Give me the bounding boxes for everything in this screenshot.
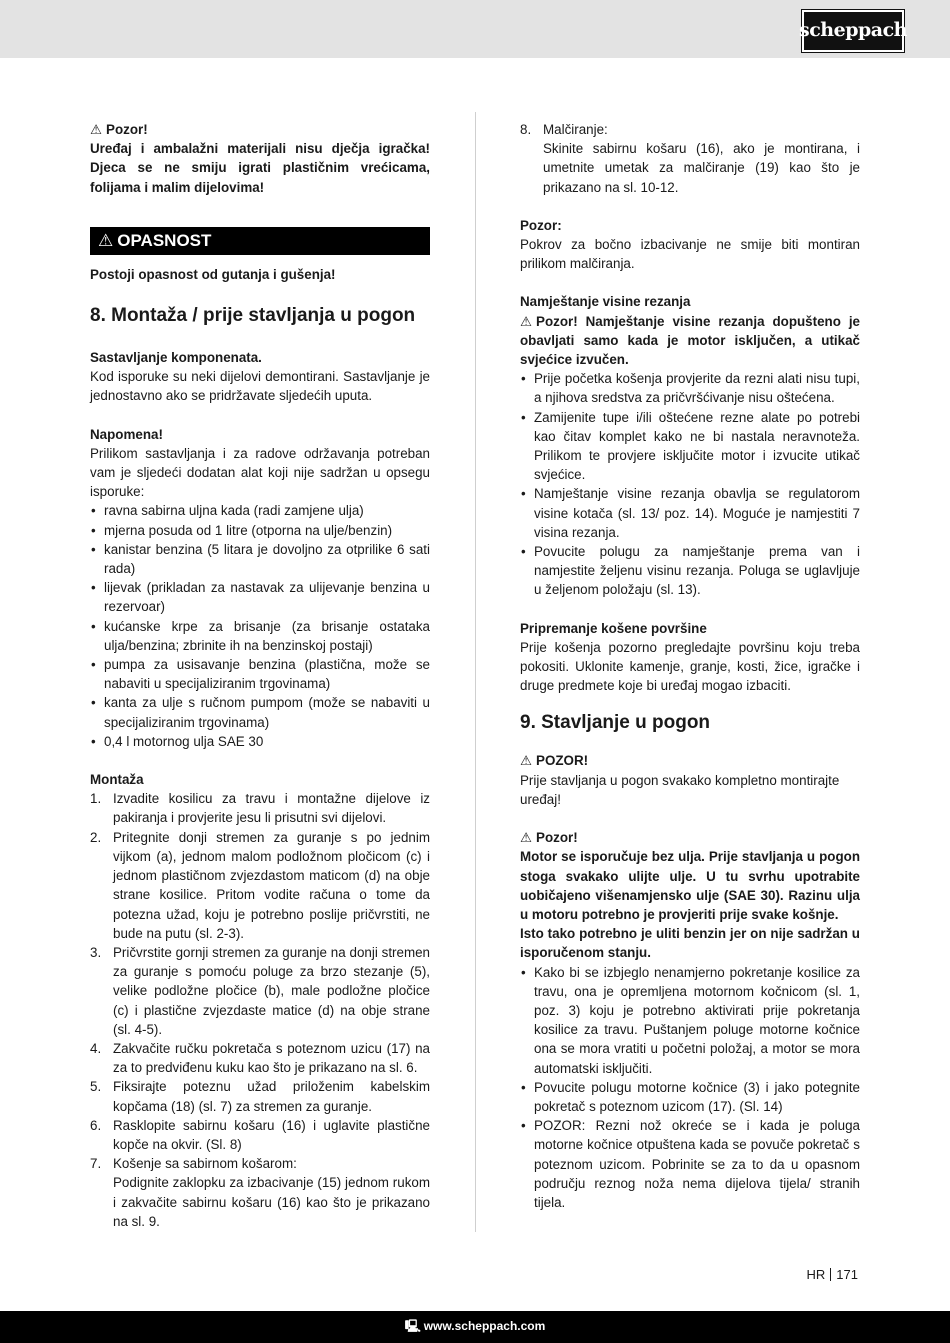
note-text: Prilikom sastavljanja i za radove održavanja potreban vam je sljedeći dodatan alat koji nije sadržan u opsegu isporuke: (90, 445, 430, 500)
list-item: • POZOR: Rezni nož okreće se i kada je poluga motorne kočnice otpuštena kada se povuče pokretač s poteznom uzicom. Pobrinite se za to da u opasnom području reznog noža nema dijelova tijela/ stranih tijela. (520, 1116, 860, 1212)
oil-warning-text: Motor se isporučuje bez ulja. Prije stavljanja u pogon stoga svakako ulijte ulje. U tu svrhu upotrabite uobičajeno višenamjensko ulje (SAE 30). Razinu ulja u motoru potrebno je provjeriti prije svake košnje. (520, 849, 860, 922)
warning-icon: ⚠ (90, 122, 103, 137)
caution-text: Pokrov za bočno izbacivanje ne smije biti montiran prilikom malčiranja. (520, 237, 860, 272)
cut-height-heading: Namještanje visine rezanja (520, 294, 691, 310)
start-list (520, 963, 860, 1213)
step-item: 1. Izvadite kosilicu za travu i montažne dijelove iz pakiranja i provjerite jesu li prisutni svi dijelovi. (90, 791, 430, 826)
caution-heading: Pozor: (520, 217, 562, 233)
right-column (520, 120, 860, 1212)
prep-text: Prije košenja pozorno pregledajte površinu koju treba pokositi. Uklonite kamenje, granje, kosti, žice, igračke i druge predmete koje bi uređaj mogao izbaciti. (520, 639, 860, 694)
cut-height-list (520, 369, 860, 599)
list-item: • pumpa za usisavanje benzina (plastična, može se nabaviti u specijaliziranim trgovinama) (90, 655, 430, 693)
list-item: • Prije početka košenja provjerite da rezni alati nisu tupi, a njihova sredstva za pričvršćivanje nisu oštećena. (520, 369, 860, 407)
warning-icon: ⚠ (520, 753, 533, 769)
montage-steps (90, 789, 430, 1231)
step-item: 5. Fiksirajte poteznu užad priloženim kabelskim kopčama (18) (sl. 7) za stremen za guranje. (90, 1079, 430, 1114)
prep-heading: Pripremanje košene površine (520, 620, 707, 636)
list-item: • Zamijenite tupe i/ili oštećene rezne alate po potrebi kao čitav komplet kako ne bi nastala neravnoteža. Prilikom te provjere isključite motor i izvucite utikač svjećice. (520, 408, 860, 485)
list-item: • Povucite polugu motorne kočnice (3) i jako potegnite pokretač s poteznom uzicom (17). (Sl. 14) (520, 1078, 860, 1116)
assembly-heading: Sastavljanje komponenata. (90, 350, 262, 366)
note-heading: Napomena! (90, 426, 163, 442)
list-item: • lijevak (prikladan za nastavak za ulijevanje benzina u rezervoar) (90, 578, 430, 616)
fuel-warning-text: Isto tako potrebno je uliti benzin jer on nije sadržan u isporučenom stanju. (520, 926, 860, 961)
warning-text: Uređaj i ambalažni materijali nisu dječja igračka! Djeca se ne smiju igrati plastičnim vrećicama, folijama i malim dijelovima! (90, 141, 430, 195)
assembly-text: Kod isporuke su neki dijelovi demontirani. Sastavljanje je jednostavno ako se pridržavate sljedećih uputa. (90, 369, 430, 404)
pozor-caps-text: Prije stavljanja u pogon svakako kompletno montirajte uređaj! (520, 772, 840, 807)
danger-icon: ⚠ (98, 230, 114, 250)
computer-icon: 🖳 (404, 1319, 421, 1333)
mulching-step (520, 120, 860, 197)
step-item: 3. Pričvrstite gornji stremen za guranje na donji stremen za guranje s pomoću poluge za brzo stezanje (5), velike podložne pločice (b), male podložne pločice (c) i plastične zvjezdaste matice (d) na obje strane (sl. 4-5). (90, 944, 430, 1037)
cut-height-warning: ⚠ Pozor! Namještanje visine rezanja dopušteno je obavljati samo kada je motor isključen, a utikač svjećice izvučen. (520, 313, 860, 368)
list-item: • Kako bi se izbjeglo nenamjerno pokretanje kosilice za travu, ona je opremljena motornom kočnicom (sl. 1, poz. 3) koju je potrebno aktivirati prije pokretanja kosilice za travu. Puštanjem poluge motorne kočnice ona se mora vratiti u početni položaj, a motor se mora automatski isključiti. (520, 963, 860, 1078)
list-item: • ravna sabirna uljna kada (radi zamjene ulja) (90, 501, 430, 520)
step-item: 8. Malčiranje: Skinite sabirnu košaru (16), ako je montirana, i umetnite umetak za malčiranje (19) kao što je prikazano na sl. 10-12. (520, 122, 860, 195)
tools-list (90, 501, 430, 751)
step-7-sub: Podignite zaklopku za izbacivanje (15) jednom rukom i zakvačite sabirnu košaru (16) kao što je prikazano na sl. 9. (113, 1175, 430, 1229)
footer-bar (0, 1311, 950, 1343)
list-item: • Namještanje visine rezanja obavlja se regulatorom visine kotača (sl. 13/ poz. 14). Moguće je namjestiti 7 visina rezanja. (520, 484, 860, 542)
pozor-heading: ⚠ Pozor! (520, 828, 860, 847)
brand-logo: scheppach (802, 10, 904, 52)
pozor-caps-heading: ⚠ POZOR! (520, 751, 860, 770)
list-item: • kućanske krpe za brisanje (za brisanje ostataka ulja/benzina; zbrinite ih na benzinskoj postaji) (90, 617, 430, 655)
list-item: • mjerna posuda od 1 litre (otporna na ulje/benzin) (90, 521, 430, 540)
list-item: • kanistar benzina (5 litara je dovoljno za otprilike 6 sati rada) (90, 540, 430, 578)
list-item: • 0,4 l motornog ulja SAE 30 (90, 732, 430, 751)
danger-text: Postoji opasnost od gutanja i gušenja! (90, 266, 336, 282)
header-band (0, 0, 950, 58)
section-8-title: 8. Montaža / prije stavljanja u pogon (90, 305, 416, 327)
step-item: 4. Zakvačite ručku pokretača s poteznom uzicu (17) na za to predviđenu kuku kao što je prikazano na sl. 6. (90, 1040, 430, 1076)
list-item: • kanta za ulje s ručnom pumpom (može se nabaviti u specijaliziranim trgovinama) (90, 693, 430, 731)
list-item: • Povucite polugu za namještanje prema van i namjestite željenu visinu rezanja. Poluga se uglavljuje u željenom položaju (sl. 13). (520, 542, 860, 600)
left-column (90, 120, 430, 1231)
section-9-title: 9. Stavljanje u pogon (520, 712, 711, 734)
step-item: 6. Rasklopite sabirnu košaru (16) i uglavite plastične kopče na okvir. (Sl. 8) (90, 1117, 430, 1152)
column-divider (475, 112, 476, 1232)
warning-icon: ⚠ (520, 830, 533, 846)
website-link[interactable]: www.scheppach.com (423, 1319, 546, 1333)
montage-heading: Montaža (90, 772, 144, 788)
warning-icon: ⚠ (520, 313, 533, 329)
danger-banner: ⚠ OPASNOST (90, 227, 430, 255)
step-item: 7. Košenje sa sabirnom košarom: Podignite zaklopku za izbacivanje (15) jednom rukom i zakvačite sabirnu košaru (16) kao što je prikazano na sl. 9. (90, 1156, 430, 1229)
step-item: 2. Pritegnite donji stremen za guranje s po jednim vijkom (a), jednom malom podložnom pločicom (c) i jednom plastičnom zvjezdastom maticom (d) na obje strane kosilice. Pritom vodite računa o tome da potezna užad, koju je potrebno poslije pričvrstiti, ne bude na putu (sl. 2-3). (90, 829, 430, 941)
warning-heading: ⚠ Pozor! (90, 120, 430, 139)
page-number: HR 171 (806, 1267, 858, 1282)
